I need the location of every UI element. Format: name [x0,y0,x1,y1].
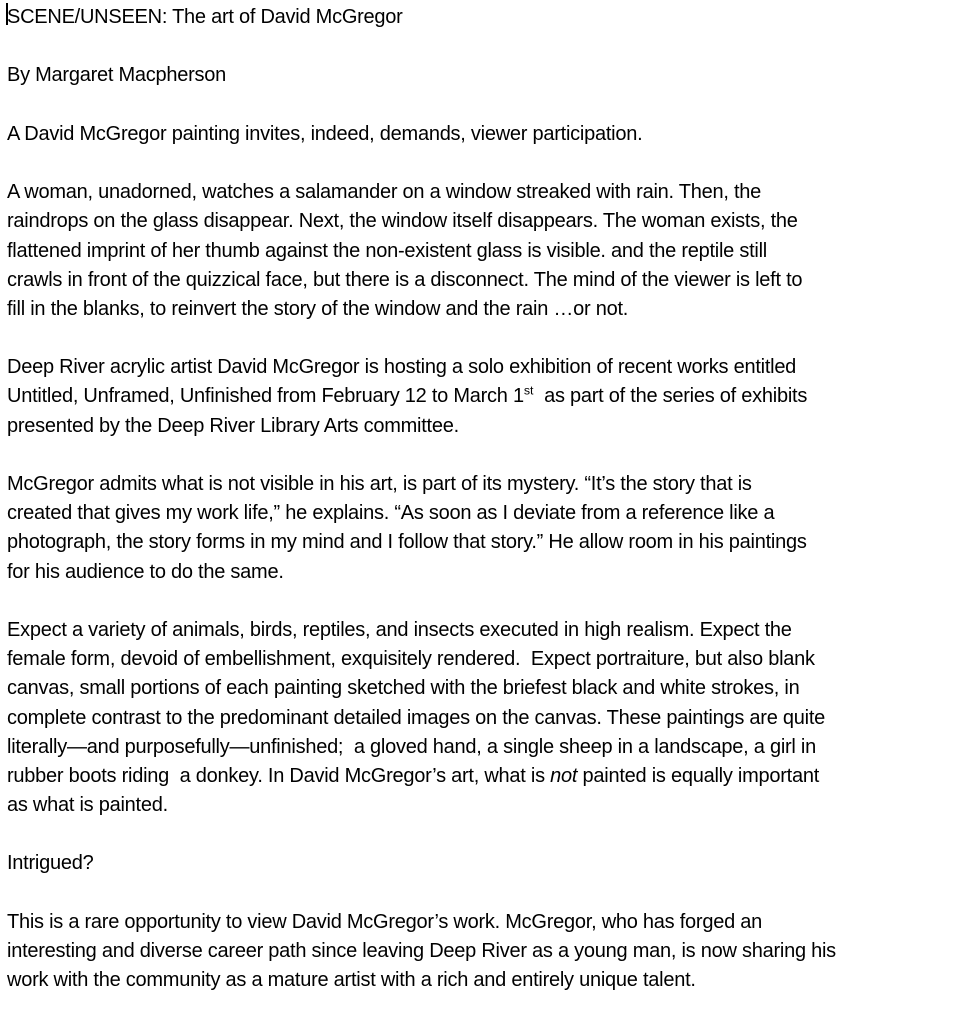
closing-paragraph [7,908,944,996]
text-line: literally—and purposefully—unfinished; a gloved hand, a single sheep in a landscape, a girl in [7,735,816,758]
text-line: A woman, unadorned, watches a salamander on a window streaked with rain. Then, the [7,181,762,204]
intrigued-line [7,849,944,878]
text-line: complete contrast to the predominant detailed images on the canvas. These paintings are quite [7,706,826,729]
text-line: created that gives my work life,” he explains. “As soon as I deviate from a reference like a [7,502,775,525]
text-line: female form, devoid of embellishment, exquisitely rendered. Expect portraiture, but also blank [7,648,815,671]
text-line: Intrigued? [7,852,94,875]
text-line: fill in the blanks, to reinvert the story of the window and the rain …or not. [7,297,629,320]
text-line: McGregor admits what is not visible in his art, is part of its mystery. “It’s the story that is [7,473,752,495]
byline [7,61,944,90]
text-line: work with the community as a mature artist with a rich and entirely unique talent. [7,969,696,992]
text-line: Deep River acrylic artist David McGregor is hosting a solo exhibition of recent works entitled [7,356,797,379]
body-paragraph-1 [7,178,944,324]
text-line: crawls in front of the quizzical face, but there is a disconnect. The mind of the viewer is left to [7,268,803,291]
text-line: for his audience to do the same. [7,560,284,583]
lede [7,120,944,149]
body-paragraph-3 [7,470,944,587]
text-line: SCENE/UNSEEN: The art of David McGregor [7,6,403,28]
text-line: Untitled, Unframed, Unfinished from February 12 to March 1st as part of the series of exhibits [7,383,808,408]
text-line: By Margaret Macpherson [7,64,227,87]
text-line: canvas, small portions of each painting sketched with the briefest black and white strokes, in [7,677,800,700]
text-line: interesting and diverse career path since leaving Deep River as a young man, is now sharing his [7,940,836,962]
text-line: This is a rare opportunity to view David McGregor’s work. McGregor, who has forged an [7,910,762,933]
title [7,3,944,32]
text-line: rubber boots riding a donkey. In David McGregor’s art, what is not painted is equally important [7,764,820,787]
text-line: raindrops on the glass disappear. Next, the window itself disappears. The woman exists, the [7,210,798,233]
text-line: photograph, the story forms in my mind and I follow that story.” He allow room in his paintings [7,531,807,554]
text-cursor [6,3,8,25]
text-line: Expect a variety of animals, birds, reptiles, and insects executed in high realism. Expect the [7,618,792,641]
body-paragraph-4 [7,616,944,820]
text-line: as what is painted. [7,794,168,817]
body-paragraph-2 [7,353,944,441]
text-line: presented by the Deep River Library Arts committee. [7,414,459,437]
text-line: A David McGregor painting invites, indeed, demands, viewer participation. [7,122,643,145]
document-body[interactable] [7,3,944,995]
text-line: flattened imprint of her thumb against the non-existent glass is visible. and the reptile still [7,239,767,262]
